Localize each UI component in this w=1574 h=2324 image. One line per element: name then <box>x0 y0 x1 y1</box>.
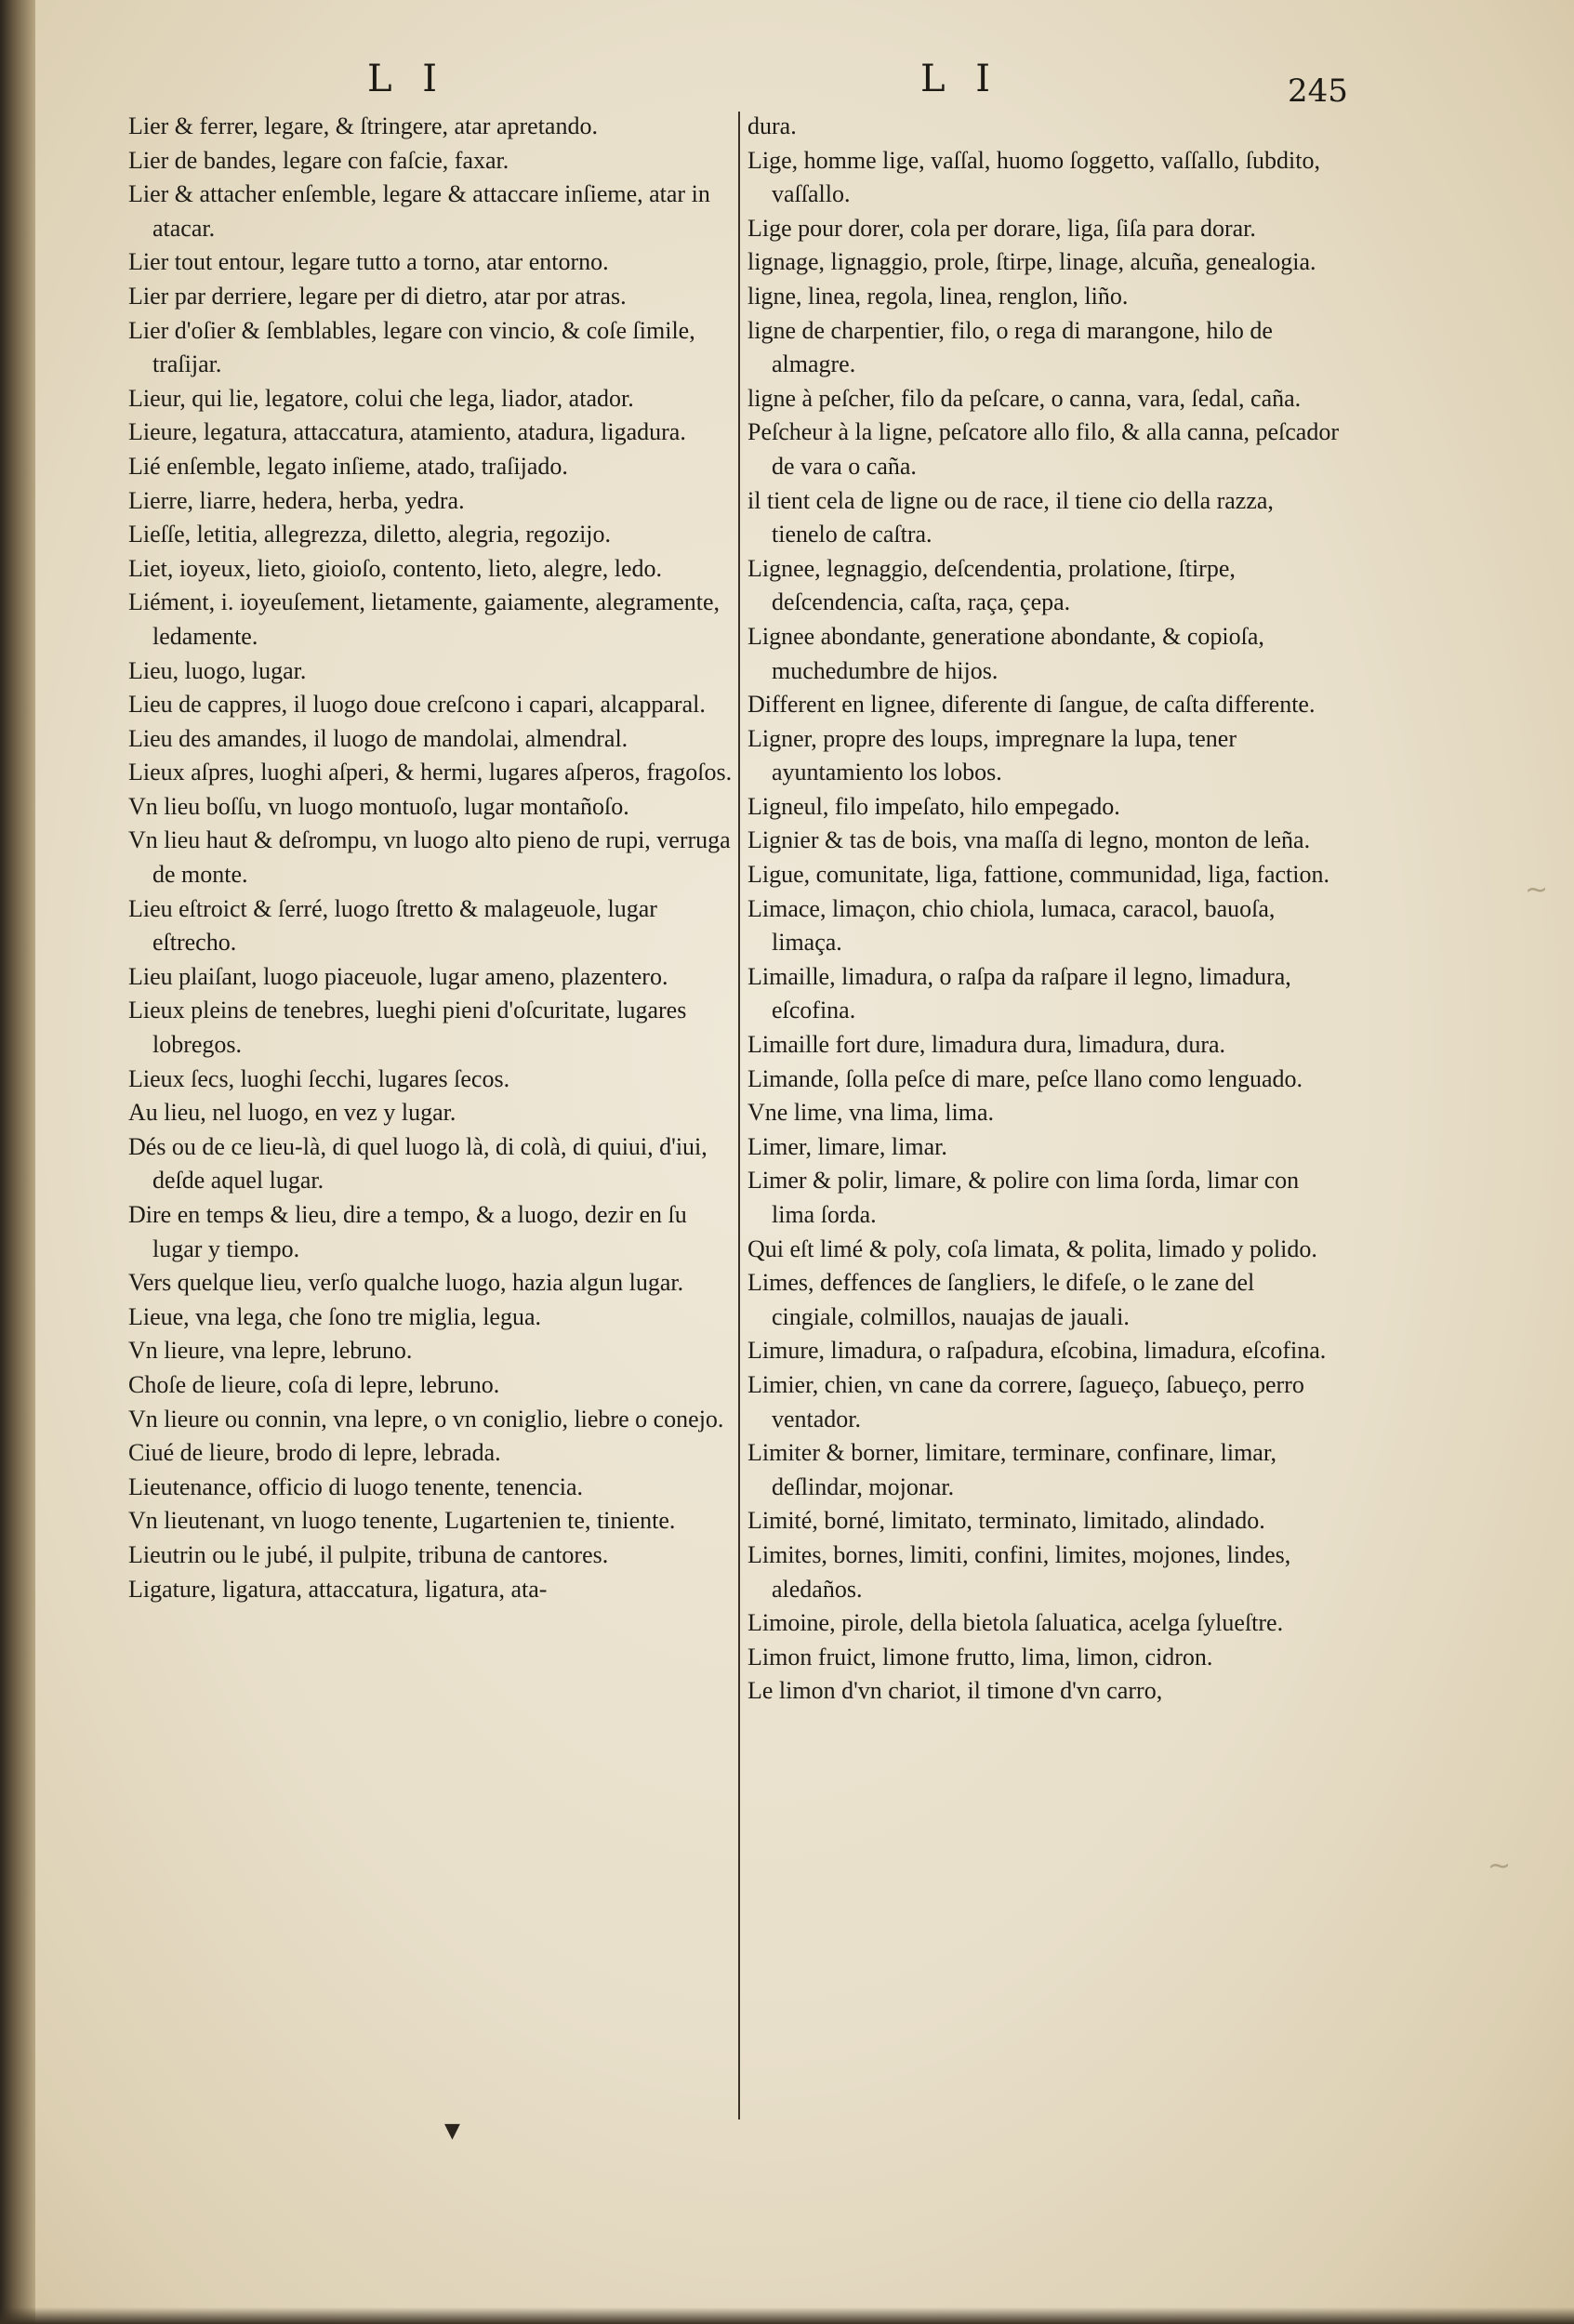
dictionary-entry: Lieux ſecs, luoghi ſecchi, lugares ſecos. <box>128 1064 510 1092</box>
dictionary-entry: Vne lime, vna lima, lima. <box>747 1099 994 1127</box>
dictionary-entry: Lieu eſtroict & ſerré, luogo ſtretto & malageuole, lugar eſtrecho. <box>128 894 657 957</box>
dictionary-entry: dura. <box>747 112 797 139</box>
dictionary-entry: Lier par derriere, legare per di dietro, atar por atras. <box>128 282 627 310</box>
dictionary-entry: Ligue, comunitate, liga, fattione, communidad, liga, faction. <box>747 861 1329 889</box>
dictionary-entry: Limer & polir, limare, & polire con lima ſorda, limar con lima ſorda. <box>747 1167 1300 1228</box>
right-column <box>747 110 1343 1709</box>
dictionary-entry: Ligature, ligatura, attaccatura, ligatura, ata- <box>128 1575 548 1603</box>
dictionary-entry: Peſcheur à la ligne, peſcatore allo filo, & alla canna, peſcador de vara o caña. <box>747 418 1339 480</box>
dictionary-entry: Liément, i. ioyeuſement, lietamente, gaiamente, alegramente, ledamente. <box>128 588 721 650</box>
dictionary-entry: Vn lieure, vna lepre, lebruno. <box>128 1337 413 1365</box>
dictionary-entry: Ligner, propre des loups, impregnare la lupa, tener ayuntamiento los lobos. <box>747 724 1237 786</box>
dictionary-entry: Lier & ferrer, legare, & ſtringere, atar apretando. <box>128 112 598 139</box>
dictionary-entry: Lige, homme lige, vaſſal, huomo ſoggetto, vaſſallo, ſubdito, vaſſallo. <box>747 146 1320 208</box>
dictionary-entry: ligne de charpentier, filo, o rega di marangone, hilo de almagre. <box>747 316 1273 378</box>
page-number: 245 <box>1288 73 1348 110</box>
left-column <box>128 110 733 1606</box>
dictionary-entry: Lié enſemble, legato inſieme, atado, traſijado. <box>128 452 568 480</box>
dictionary-entry: Vn lieutenant, vn luogo tenente, Lugartenien te, tiniente. <box>128 1507 676 1535</box>
dictionary-entry: Lieue, vna lega, che ſono tre miglia, legua. <box>128 1302 541 1330</box>
dictionary-entry: Lignee abondante, generatione abondante, & copioſa, muchedumbre de hijos. <box>747 622 1264 684</box>
page-bottom-edge <box>0 2307 1574 2324</box>
dictionary-entry: Le limon d'vn chariot, il timone d'vn carro, <box>747 1677 1163 1705</box>
margin-ink-mark-icon: ~ <box>1488 1850 1512 1882</box>
dictionary-entry: lignage, lignaggio, prole, ſtirpe, linage, alcuña, genealogia. <box>747 248 1316 276</box>
dictionary-entry: Limité, borné, limitato, terminato, limitado, alindado. <box>747 1507 1265 1535</box>
dictionary-entry: Lieu plaiſant, luogo piaceuole, lugar ameno, plazentero. <box>128 962 668 990</box>
dictionary-entry: Ligneul, filo impeſato, hilo empegado. <box>747 792 1120 820</box>
dictionary-entry: Ciué de lieure, brodo di lepre, lebrada. <box>128 1439 501 1467</box>
dictionary-entry: Different en lignee, diferente di ſangue, de caſta differente. <box>747 691 1316 719</box>
dictionary-entry: Limaille, limadura, o raſpa da raſpare il legno, limadura, eſcofina. <box>747 962 1291 1024</box>
dictionary-entry: Lier & attacher enſemble, legare & attaccare inſieme, atar in atacar. <box>128 180 710 242</box>
dictionary-entry: Limoine, pirole, della bietola ſaluatica, acelga ſylueſtre. <box>747 1609 1284 1637</box>
running-header-right: L I <box>920 58 1000 100</box>
dictionary-entry: il tient cela de ligne ou de race, il tiene cio della razza, tienelo de caſtra. <box>747 486 1274 548</box>
page-binding-edge <box>0 0 35 2324</box>
dictionary-entry: Lignee, legnaggio, deſcendentia, prolatione, ſtirpe, deſcendencia, caſta, raça, çepa. <box>747 554 1236 616</box>
running-header-left: L I <box>367 58 447 100</box>
dictionary-entry: Lignier & tas de bois, vna maſſa di legno, monton de leña. <box>747 826 1311 854</box>
dictionary-entry: Lieu de cappres, il luogo doue creſcono i capari, alcapparal. <box>128 691 706 719</box>
dictionary-entry: Limace, limaçon, chio chiola, lumaca, caracol, bauoſa, limaça. <box>747 894 1276 957</box>
dictionary-entry: Limiter & borner, limitare, terminare, confinare, limar, deſlindar, mojonar. <box>747 1439 1276 1500</box>
dictionary-entry: ligne à peſcher, filo da peſcare, o canna, vara, ſedal, caña. <box>747 384 1302 412</box>
dictionary-entry: ligne, linea, regola, linea, renglon, liño. <box>747 282 1129 310</box>
dictionary-entry: Lige pour dorer, cola per dorare, liga, ſiſa para dorar. <box>747 214 1256 242</box>
dictionary-entry: Limer, limare, limar. <box>747 1132 947 1160</box>
dictionary-entry: Lier de bandes, legare con faſcie, faxar. <box>128 146 509 174</box>
dictionary-entry: Limier, chien, vn cane da correre, ſagueço, ſabueço, perro ventador. <box>747 1370 1304 1433</box>
dictionary-entry: Lier d'oſier & ſemblables, legare con vincio, & coſe ſimile, traſijar. <box>128 316 695 378</box>
dictionary-entry: Lier tout entour, legare tutto a torno, atar entorno. <box>128 248 609 276</box>
dictionary-entry: Choſe de lieure, coſa di lepre, lebruno. <box>128 1370 500 1398</box>
dictionary-entry: Vn lieure ou connin, vna lepre, o vn coniglio, liebre o conejo. <box>128 1405 724 1433</box>
dictionary-entry: Liet, ioyeux, lieto, gioioſo, contento, lieto, alegre, ledo. <box>128 554 663 582</box>
dictionary-entry: Limon fruict, limone frutto, lima, limon, cidron. <box>747 1643 1213 1670</box>
dictionary-entry: Limure, limadura, o raſpadura, eſcobina, limadura, eſcofina. <box>747 1337 1327 1365</box>
dictionary-entry: Vn lieu haut & deſrompu, vn luogo alto pieno de rupi, verruga de monte. <box>128 826 731 889</box>
dictionary-entry: Lierre, liarre, hedera, herba, yedra. <box>128 486 465 514</box>
dictionary-entry: Vers quelque lieu, verſo qualche luogo, hazia algun lugar. <box>128 1269 684 1297</box>
dictionary-entry: Lieux pleins de tenebres, lueghi pieni d'oſcuritate, lugares lobregos. <box>128 997 687 1059</box>
dictionary-entry: Qui eſt limé & poly, coſa limata, & polita, limado y polido. <box>747 1235 1317 1262</box>
dictionary-entry: Lieu des amandes, il luogo de mandolai, almendral. <box>128 724 628 752</box>
dictionary-entry: Lieutrin ou le jubé, il pulpite, tribuna de cantores. <box>128 1540 609 1568</box>
dictionary-entry: Limes, deffences de ſangliers, le difeſe, o le zane del cingiale, colmillos, nauajas de jauali. <box>747 1269 1255 1330</box>
dictionary-entry: Lieux aſpres, luoghi aſperi, & hermi, lugares aſperos, fragoſos. <box>128 759 733 786</box>
dictionary-entry: Lieutenance, officio di luogo tenente, tenencia. <box>128 1472 583 1500</box>
dictionary-entry: Limites, bornes, limiti, confini, limites, mojones, lindes, aledaños. <box>747 1540 1291 1603</box>
dictionary-entry: Au lieu, nel luogo, en vez y lugar. <box>128 1099 456 1127</box>
margin-ink-mark-icon: ~ <box>1525 874 1549 906</box>
dictionary-entry: Lieſſe, letitia, allegrezza, diletto, alegria, regozijo. <box>128 521 612 548</box>
dictionary-entry: Dés ou de ce lieu-là, di quel luogo là, di colà, di quiui, d'iui, deſde aquel lugar. <box>128 1132 708 1195</box>
dictionary-entry: Limaille fort dure, limadura dura, limadura, dura. <box>747 1031 1226 1059</box>
dictionary-entry: Limande, ſolla peſce di mare, peſce llano como lenguado. <box>747 1064 1303 1092</box>
decorative-wedge-icon: ▼ <box>444 2119 460 2143</box>
dictionary-entry: Lieure, legatura, attaccatura, atamiento, atadura, ligadura. <box>128 418 686 446</box>
dictionary-entry: Vn lieu boſſu, vn luogo montuoſo, lugar montañoſo. <box>128 792 629 820</box>
dictionary-entry: Lieur, qui lie, legatore, colui che lega, liador, atador. <box>128 384 634 412</box>
dictionary-entry: Lieu, luogo, lugar. <box>128 656 307 684</box>
dictionary-entry: Dire en temps & lieu, dire a tempo, & a luogo, dezir en ſu lugar y tiempo. <box>128 1201 687 1262</box>
column-divider <box>738 112 740 2119</box>
